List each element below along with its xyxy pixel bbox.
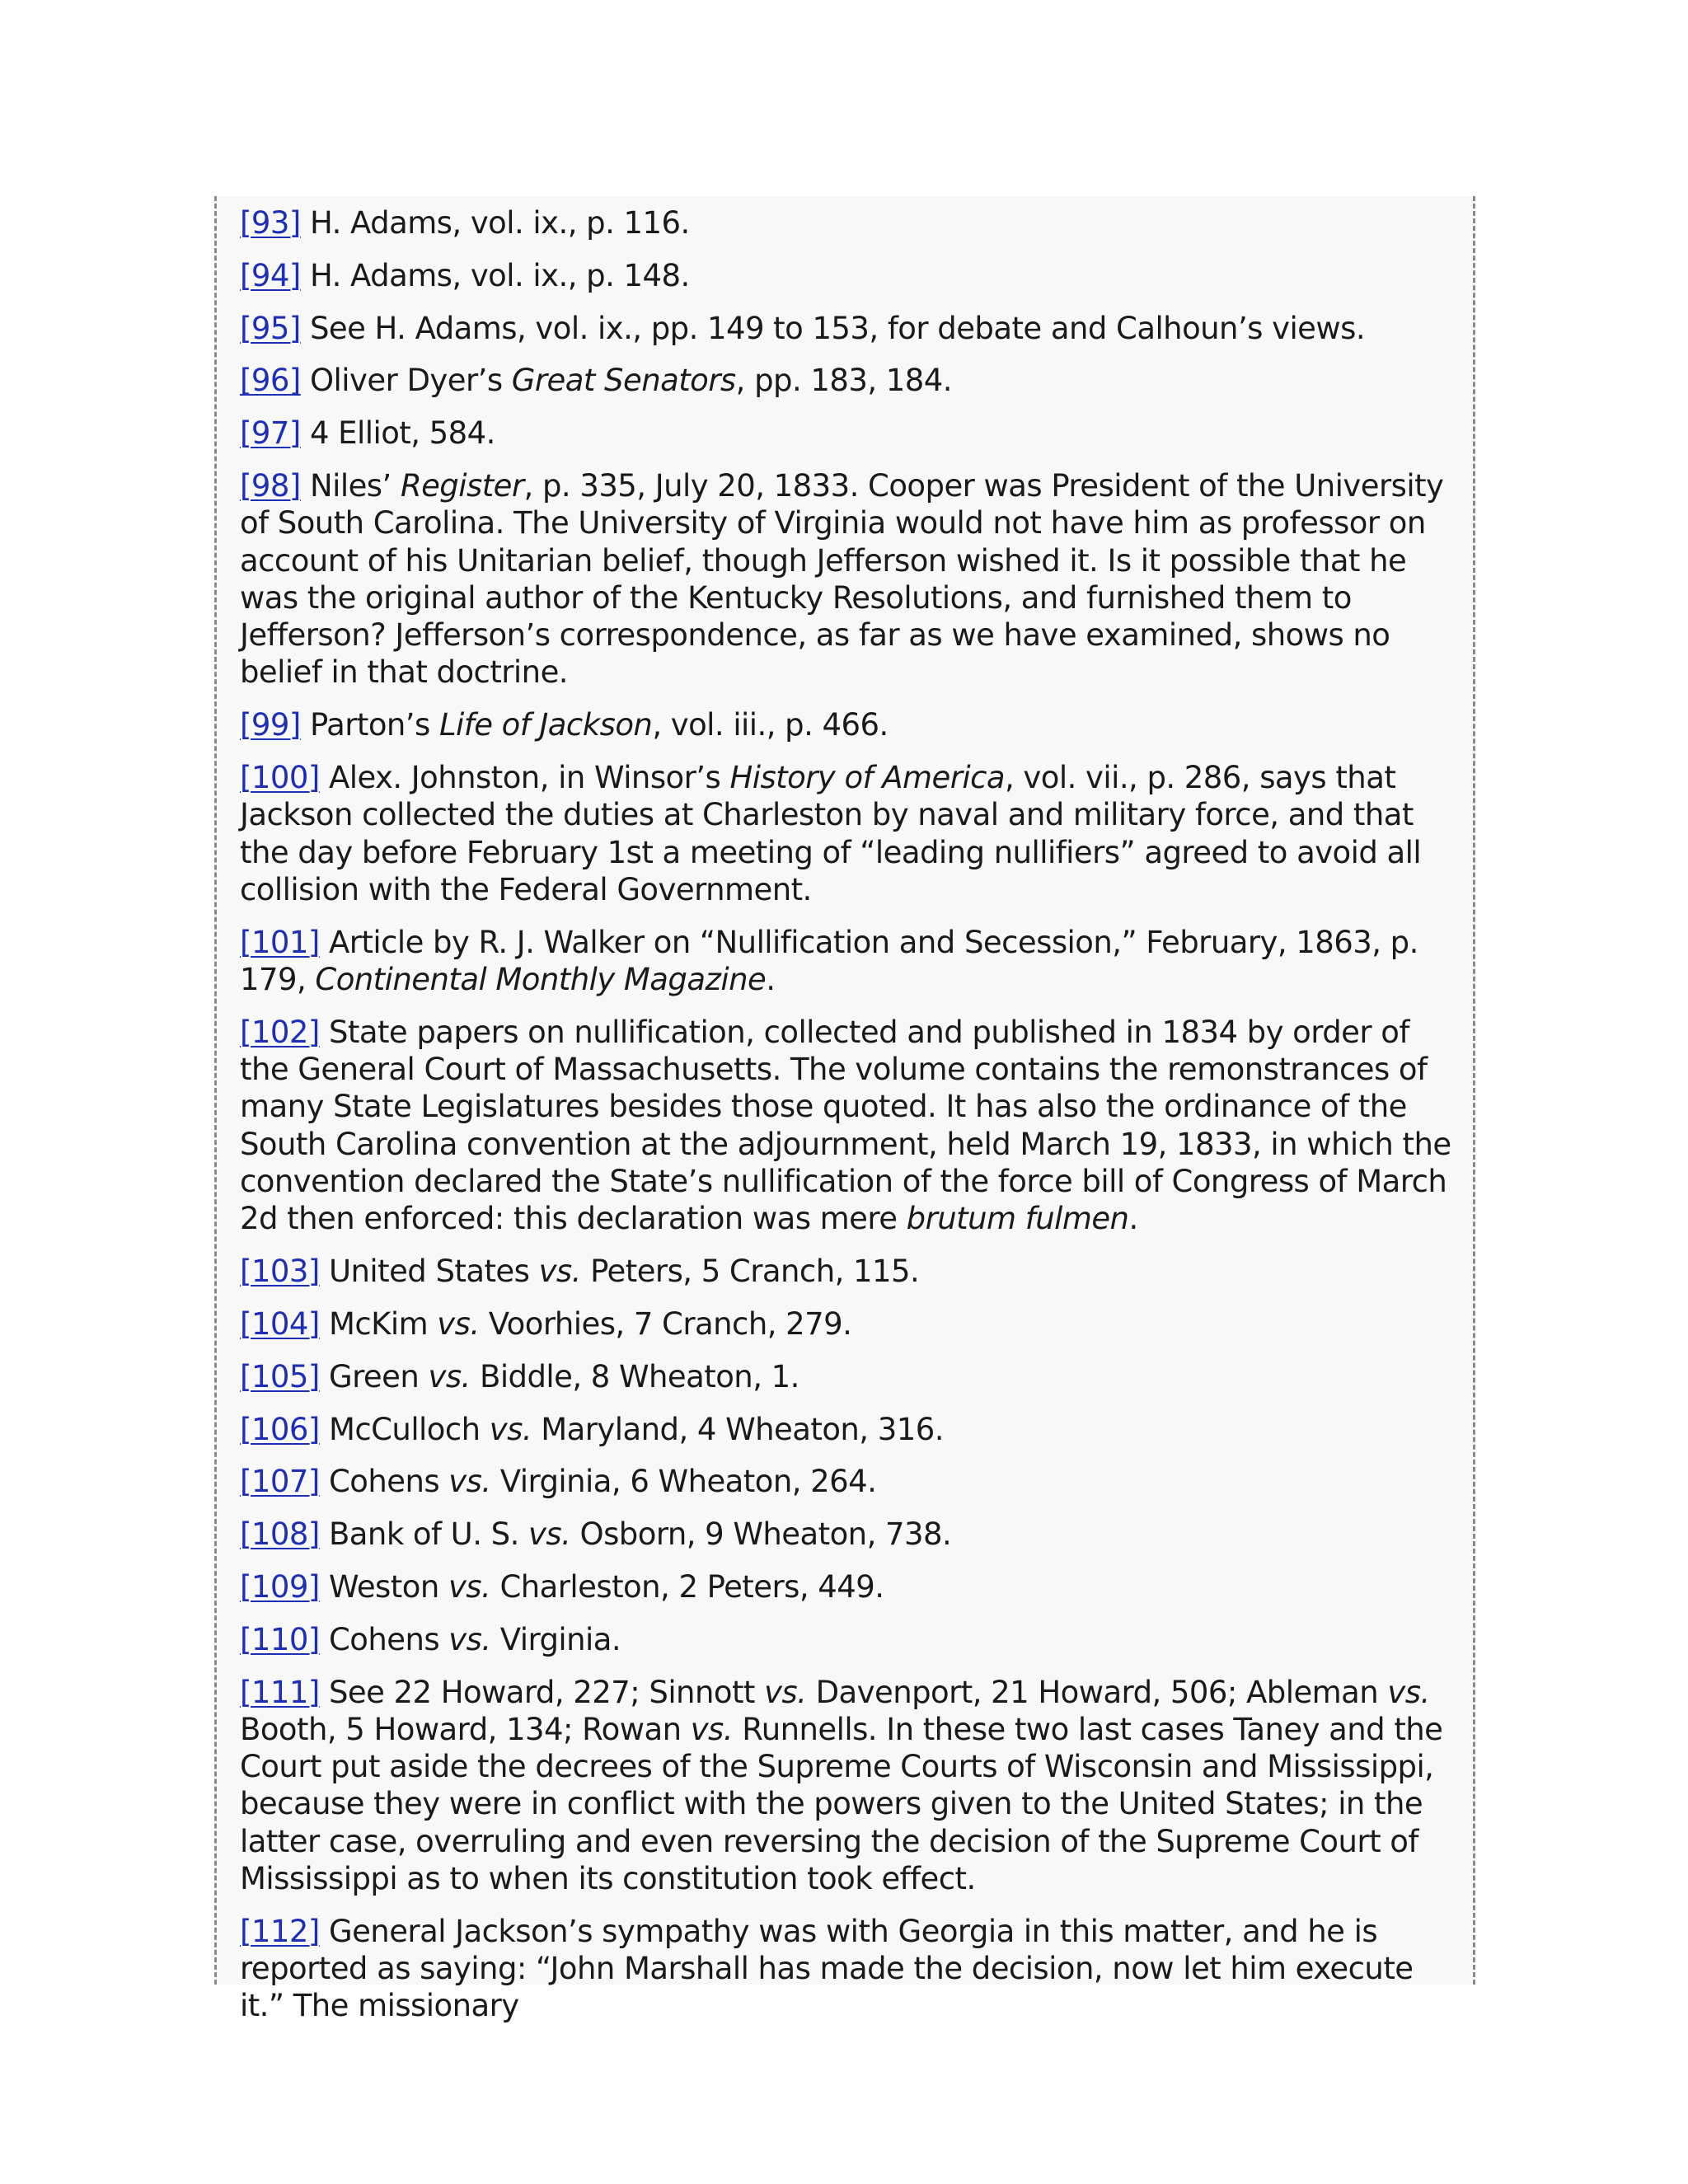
footnote-italic-text: vs. [538, 1254, 581, 1290]
footnote-item [240, 1674, 1453, 1898]
footnote-italic-text: vs. [448, 1464, 491, 1500]
footnote-item [240, 924, 1453, 999]
footnote-backlink[interactable]: [93] [240, 205, 301, 241]
footnote-text: Oliver Dyer’s [300, 363, 512, 399]
footnote-item [240, 1358, 1453, 1395]
footnote-text: Green [319, 1358, 429, 1394]
footnote-item [240, 1463, 1453, 1500]
footnote-backlink[interactable]: [106] [240, 1411, 320, 1447]
footnote-item [240, 1253, 1453, 1290]
footnote-text: 4 Elliot, 584. [300, 415, 495, 452]
footnote-text: Peters, 5 Cranch, 115. [580, 1254, 920, 1290]
footnote-italic-text: vs. [690, 1711, 733, 1747]
footnote-item [240, 1913, 1453, 2025]
footnote-backlink[interactable]: [99] [240, 707, 301, 743]
footnote-item [240, 759, 1453, 908]
footnote-text: , pp. 183, 184. [735, 363, 952, 399]
footnote-text: Davenport, 21 Howard, 506; Ableman [806, 1674, 1388, 1710]
footnote-text: H. Adams, vol. ix., p. 116. [300, 205, 690, 241]
footnote-backlink[interactable]: [101] [240, 924, 320, 960]
footnote-text: Bank of U. S. [319, 1516, 528, 1553]
footnote-item [240, 415, 1453, 452]
footnote-italic-text: vs. [489, 1411, 532, 1447]
footnote-list [240, 204, 1453, 2025]
footnote-italic-text: Life of Jackson [438, 707, 653, 743]
footnote-item [240, 257, 1453, 294]
footnote-text: Maryland, 4 Wheaton, 316. [532, 1411, 944, 1447]
footnote-item [240, 1568, 1453, 1605]
footnote-italic-text: brutum fulmen [906, 1201, 1129, 1237]
footnote-item [240, 467, 1453, 691]
footnote-item [240, 706, 1453, 743]
footnote-backlink[interactable]: [108] [240, 1516, 320, 1553]
footnote-italic-text: vs. [437, 1305, 480, 1342]
footnote-text: State papers on nullification, collected and published in 1834 by order of the General Court of Massachusetts. The volume contains the remonstrances of many State Legislatures besides those quoted. It has also the ordinance of the South Carolina convention at the adjournment, held March 19, 1833, in which the convention declared the State’s nullification of the force bill of Congress of March 2d then enforced: this declaration was mere [240, 1014, 1451, 1237]
footnote-italic-text: History of America [729, 760, 1005, 796]
footnote-text: Cohens [319, 1621, 449, 1657]
footnote-item [240, 1305, 1453, 1343]
footnote-italic-text: vs. [764, 1674, 807, 1710]
footnote-item [240, 1014, 1453, 1238]
footnote-text: See 22 Howard, 227; Sinnott [319, 1674, 765, 1710]
footnote-text: , vol. iii., p. 466. [652, 707, 889, 743]
footnote-item [240, 1411, 1453, 1448]
footnote-backlink[interactable]: [103] [240, 1254, 320, 1290]
footnote-item [240, 1516, 1453, 1553]
footnote-italic-text: Great Senators [511, 363, 736, 399]
footnote-backlink[interactable]: [98] [240, 467, 301, 504]
footnote-text: General Jackson’s sympathy was with Georgia in this matter, and he is reported as saying: “John Marshall has made the decision, now let him execute it.” The missionary [240, 1913, 1414, 2024]
footnote-text: See H. Adams, vol. ix., pp. 149 to 153, for debate and Calhoun’s views. [300, 310, 1366, 346]
footnote-text: Virginia. [490, 1621, 621, 1657]
footnote-italic-text: vs. [428, 1358, 471, 1394]
footnote-text: Runnells. In these two last cases Taney and the Court put aside the decrees of the Supreme Courts of Wisconsin and Mississippi, because they were in conflict with the powers given to the United States; in the latter case, overruling and even reversing the decision of the Supreme Court of Mississippi as to when its constitution took effect. [240, 1711, 1443, 1896]
footnote-text: Cohens [319, 1464, 449, 1500]
footnote-backlink[interactable]: [95] [240, 310, 301, 346]
footnote-text: Niles’ [300, 467, 401, 504]
footnotes-panel [214, 196, 1475, 2024]
footnote-backlink[interactable]: [110] [240, 1621, 320, 1657]
footnote-italic-text: vs. [448, 1568, 491, 1605]
footnote-backlink[interactable]: [97] [240, 415, 301, 452]
footnote-backlink[interactable]: [109] [240, 1568, 320, 1605]
footnote-text: Biddle, 8 Wheaton, 1. [470, 1358, 799, 1394]
footnote-text: , p. 335, July 20, 1833. Cooper was President of the University of South Carolina. The University of Virginia would not have him as professor on account of his Unitarian belief, though Jefferson wished it. Is it possible that he was the original author of the Kentucky Resolutions, and furnished them to Jefferson? Jefferson’s correspondence, as far as we have examined, shows no belief in that doctrine. [240, 467, 1444, 691]
footnote-text: Alex. Johnston, in Winsor’s [319, 760, 730, 796]
footnote-item [240, 310, 1453, 347]
footnote-text: Charleston, 2 Peters, 449. [490, 1568, 884, 1605]
footnote-text: Article by R. J. Walker on “Nullification and Secession,” February, 1863, p. 179, [240, 924, 1418, 998]
footnote-backlink[interactable]: [111] [240, 1674, 320, 1710]
footnote-backlink[interactable]: [94] [240, 257, 301, 293]
footnote-text: Booth, 5 Howard, 134; Rowan [240, 1711, 691, 1747]
footnote-backlink[interactable]: [100] [240, 760, 320, 796]
footnote-text: McKim [319, 1305, 438, 1342]
footnote-text: , vol. vii., p. 286, says that Jackson collected the duties at Charleston by naval and military force, and that the day before February 1st a meeting of “leading nullifiers” agreed to avoid all collision with the Federal Government. [240, 760, 1422, 907]
footnote-italic-text: vs. [528, 1516, 571, 1553]
footnote-text: Voorhies, 7 Cranch, 279. [479, 1305, 852, 1342]
footnote-italic-text: Continental Monthly Magazine [315, 962, 767, 998]
footnote-item [240, 362, 1453, 399]
footnote-text: Osborn, 9 Wheaton, 738. [570, 1516, 952, 1553]
footnote-text: . [766, 962, 776, 998]
footnote-item [240, 1621, 1453, 1658]
footnote-text: H. Adams, vol. ix., p. 148. [300, 257, 690, 293]
footnote-backlink[interactable]: [112] [240, 1913, 320, 1949]
footnote-backlink[interactable]: [107] [240, 1464, 320, 1500]
footnote-text: McCulloch [319, 1411, 490, 1447]
footnote-italic-text: vs. [1387, 1674, 1430, 1710]
footnote-italic-text: vs. [448, 1621, 491, 1657]
footnote-backlink[interactable]: [105] [240, 1358, 320, 1394]
footnote-backlink[interactable]: [96] [240, 363, 301, 399]
footnote-item [240, 204, 1453, 241]
footnote-text: Parton’s [300, 707, 439, 743]
footnote-backlink[interactable]: [104] [240, 1305, 320, 1342]
footnote-text: . [1128, 1201, 1138, 1237]
footnote-text: Virginia, 6 Wheaton, 264. [490, 1464, 877, 1500]
footnote-text: United States [319, 1254, 539, 1290]
footnote-text: Weston [319, 1568, 448, 1605]
footnote-backlink[interactable]: [102] [240, 1014, 320, 1050]
footnote-italic-text: Register [400, 467, 524, 504]
